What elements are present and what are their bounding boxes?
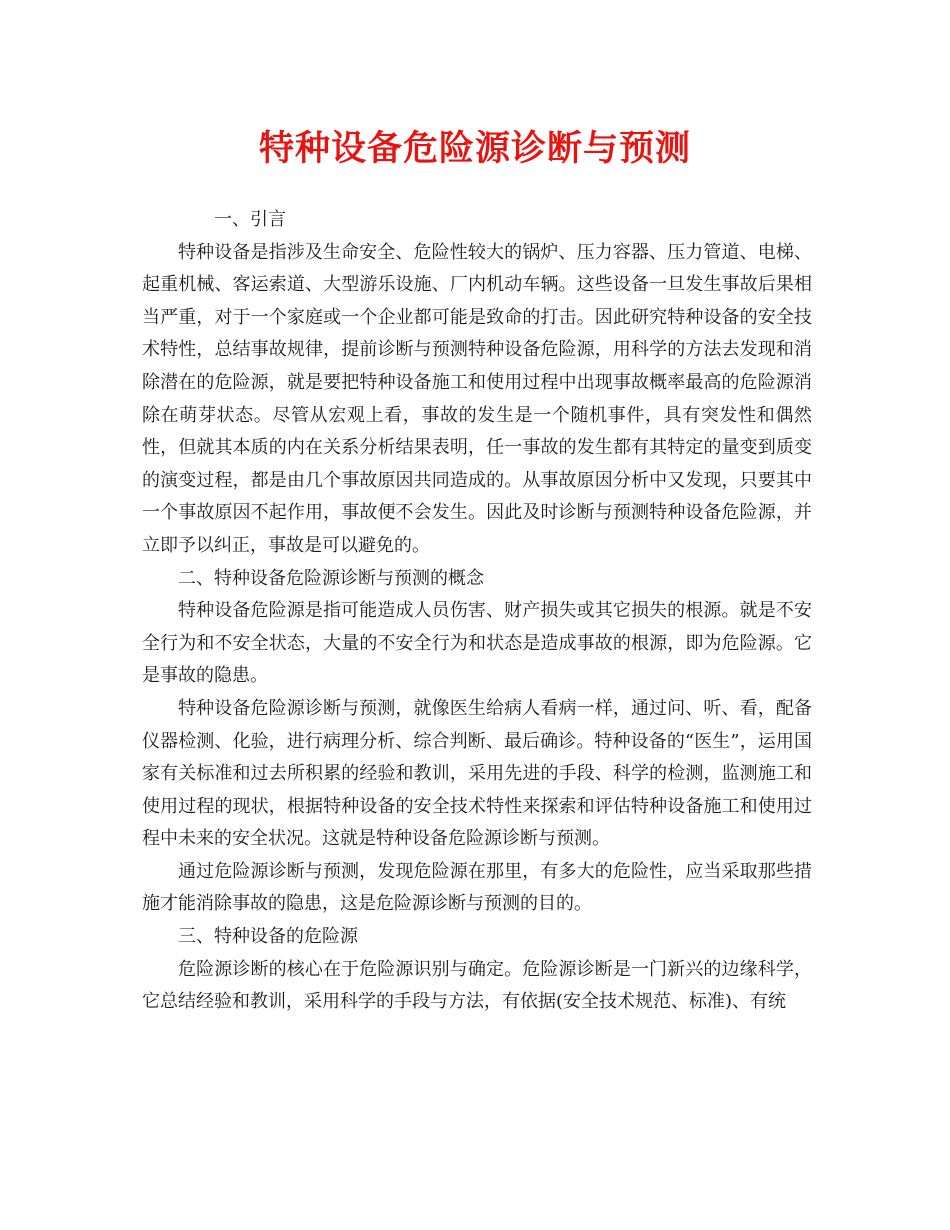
paragraph-concept-2: 特种设备危险源诊断与预测，就像医生给病人看病一样，通过问、听、看，配备仪器检测、化验，进行病理分析、综合判断、最后确诊。特种设备的“医生”，运用国家有关标准和过去所积累的经验和教训，采用先进的手段、科学的检测，监测施工和使用过程的现状，根据特种设备的安全技术特性来探索和评估特种设备施工和使用过程中未来的安全状况。这就是特种设备危险源诊断与预测。 xyxy=(142,697,812,850)
paragraph-hazard-1: 危险源诊断的核心在于危险源识别与确定。危险源诊断是一门新兴的边缘科学，它总结经验和教训，采用科学的手段与方法，有依据(安全技术规范、标准)、有统 xyxy=(142,958,812,1013)
section-heading-hazard: 三、特种设备的危险源 xyxy=(178,926,358,948)
paragraph-concept-1: 特种设备危险源是指可能造成人员伤害、财产损失或其它损失的根源。就是不安全行为和不安全状态，大量的不安全行为和状态是造成事故的根源，即为危险源。它是事故的隐患。 xyxy=(142,600,812,687)
paragraph-intro-1: 特种设备是指涉及生命安全、危险性较大的锅炉、压力容器、压力管道、电梯、起重机械、客运索道、大型游乐设施、厂内机动车辆。这些设备一旦发生事故后果相当严重，对于一个家庭或一个企业都可能是致命的打击。因此研究特种设备的安全技术特性，总结事故规律，提前诊断与预测特种设备危险源，用科学的方法去发现和消除潜在的危险源，就是要把特种设备施工和使用过程中出现事故概率最高的危险源消除在萌芽状态。尽管从宏观上看，事故的发生是一个随机事件，具有突发性和偶然性，但就其本质的内在关系分析结果表明，任一事故的发生都有其特定的量变到质变的演变过程，都是由几个事故原因共同造成的。从事故原因分析中又发现，只要其中一个事故原因不起作用，事故便不会发生。因此及时诊断与预测特种设备危险源，并立即予以纠正，事故是可以避免的。 xyxy=(142,241,812,556)
section-heading-concept: 二、特种设备危险源诊断与预测的概念 xyxy=(178,567,484,589)
section-heading-intro: 一、引言 xyxy=(214,209,286,230)
document-body xyxy=(142,204,812,1019)
paragraph-concept-3: 通过危险源诊断与预测，发现危险源在那里，有多大的危险性，应当采取那些措施才能消除事故的隐患，这是危险源诊断与预测的目的。 xyxy=(142,860,812,915)
document-title: 特种设备危险源诊断与预测 xyxy=(258,128,691,169)
